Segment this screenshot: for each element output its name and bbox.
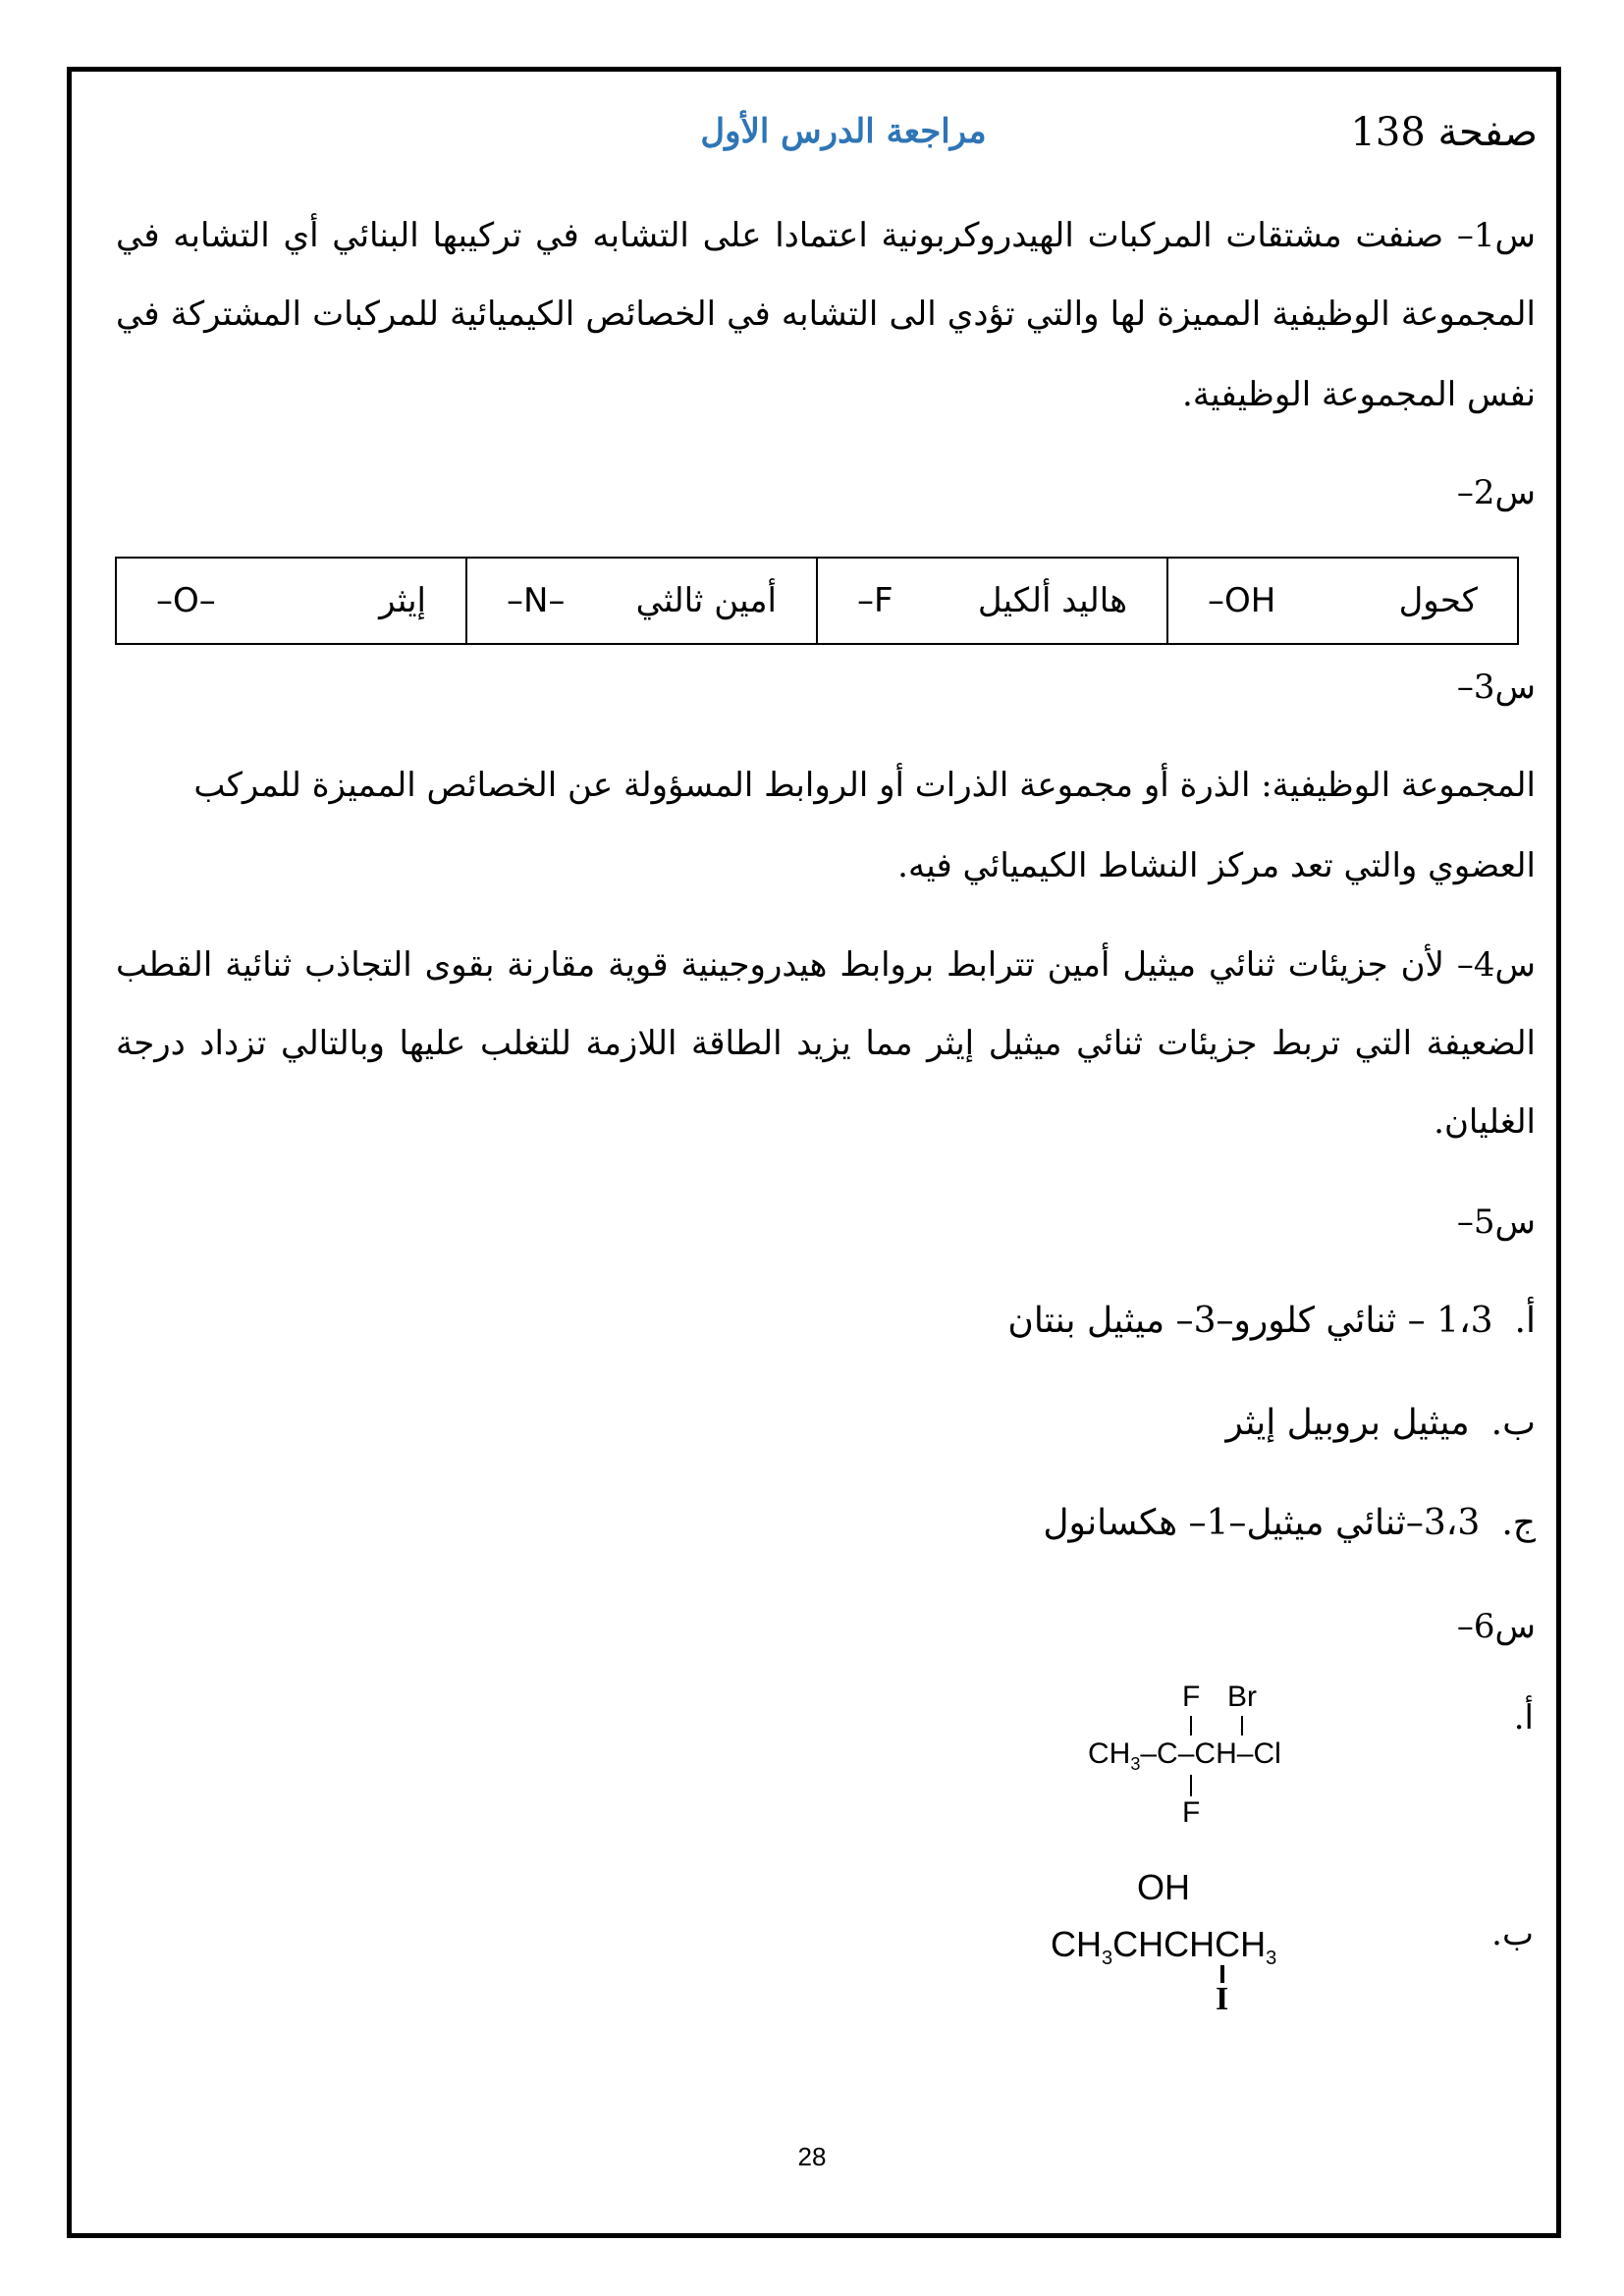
q5-item-c	[1043, 1504, 1536, 1543]
bond-line	[1190, 1716, 1192, 1735]
bond-line	[1241, 1716, 1243, 1735]
list-marker: ب.	[1490, 1403, 1536, 1443]
list-marker: ج.	[1501, 1503, 1536, 1543]
struct-b-top-oh: OH	[1137, 1867, 1190, 1907]
struct-a-main-chain: $CH_3-C-CH-Cl$	[1088, 1737, 1281, 1774]
list-item-text: 3،3–ثنائي ميثيل–1– هكسانول	[1043, 1503, 1481, 1543]
table-cell-ether: إيثر –O–	[116, 558, 466, 644]
q6-label: س6–	[1456, 1607, 1536, 1646]
struct-b-main-chain: $CH_3CHCHCH_3$	[1051, 1924, 1277, 1970]
table-row	[116, 558, 1518, 644]
q4-line-1: س4– لأن جزيئات ثنائي ميثيل أمين تترابط بروابط هيدروجينية قوية مقارنة بقوى التجاذب ثنائية القطب	[116, 945, 1536, 985]
q6-marker-a: أ.	[1513, 1698, 1534, 1737]
q1-line-3: نفس المجموعة الوظيفية.	[1182, 375, 1536, 414]
q6-marker-b: ب.	[1491, 1914, 1534, 1953]
struct-a-top-br: Br	[1227, 1681, 1257, 1713]
list-marker: أ.	[1514, 1301, 1536, 1341]
struct-a-bottom-f: F	[1182, 1796, 1201, 1829]
page-label: صفحة 138	[1350, 110, 1538, 155]
page-number: 28	[797, 2142, 827, 2171]
q5-label: س5–	[1456, 1202, 1536, 1242]
functional-groups-table	[115, 557, 1519, 645]
q1-line-2: المجموعة الوظيفية المميزة لها والتي تؤدي الى التشابه في الخصائص الكيميائية للمركبات المشتركة في	[116, 294, 1536, 334]
q3-line-1: المجموعة الوظيفية: الذرة أو مجموعة الذرات أو الروابط المسؤولة عن الخصائص المميزة للمركب	[193, 766, 1536, 805]
list-item-text: ميثيل بروبيل إيثر	[1225, 1403, 1470, 1443]
struct-a-top-f: F	[1182, 1681, 1201, 1713]
q5-item-a	[1007, 1302, 1536, 1341]
q2-label: س2–	[1456, 473, 1536, 512]
q3-line-2: العضوي والتي تعد مركز النشاط الكيميائي فيه.	[897, 846, 1536, 885]
structure-a	[1088, 1681, 1343, 1847]
bond-line	[1190, 1775, 1192, 1796]
q3-label: س3–	[1456, 667, 1536, 707]
q1-line-1: س1– صنفت مشتقات المركبات الهيدروكربونية اعتمادا على التشابه في تركيبها البنائي أي التشابه في	[116, 216, 1536, 255]
structure-b	[1051, 1867, 1375, 2034]
q4-line-2: الضعيفة التي تربط جزيئات ثنائي ميثيل إيثر مما يزيد الطاقة اللازمة للتغلب عليها وبالتالي تزداد درجة	[116, 1024, 1536, 1063]
table-cell-alcohol: كحول –OH	[1167, 558, 1518, 644]
struct-b-bottom-i: I	[1216, 1981, 1229, 2017]
q4-line-3: الغليان.	[1434, 1102, 1536, 1142]
q5-item-b	[1225, 1404, 1536, 1443]
table-cell-tertiary-amine: أمين ثالثي –N–	[466, 558, 817, 644]
list-item-text: 1،3 – ثنائي كلورو–3– ميثيل بنتان	[1007, 1301, 1493, 1341]
table-cell-alkyl-halide: هاليد ألكيل –F	[817, 558, 1167, 644]
page-title: مراجعة الدرس الأول	[700, 112, 987, 151]
